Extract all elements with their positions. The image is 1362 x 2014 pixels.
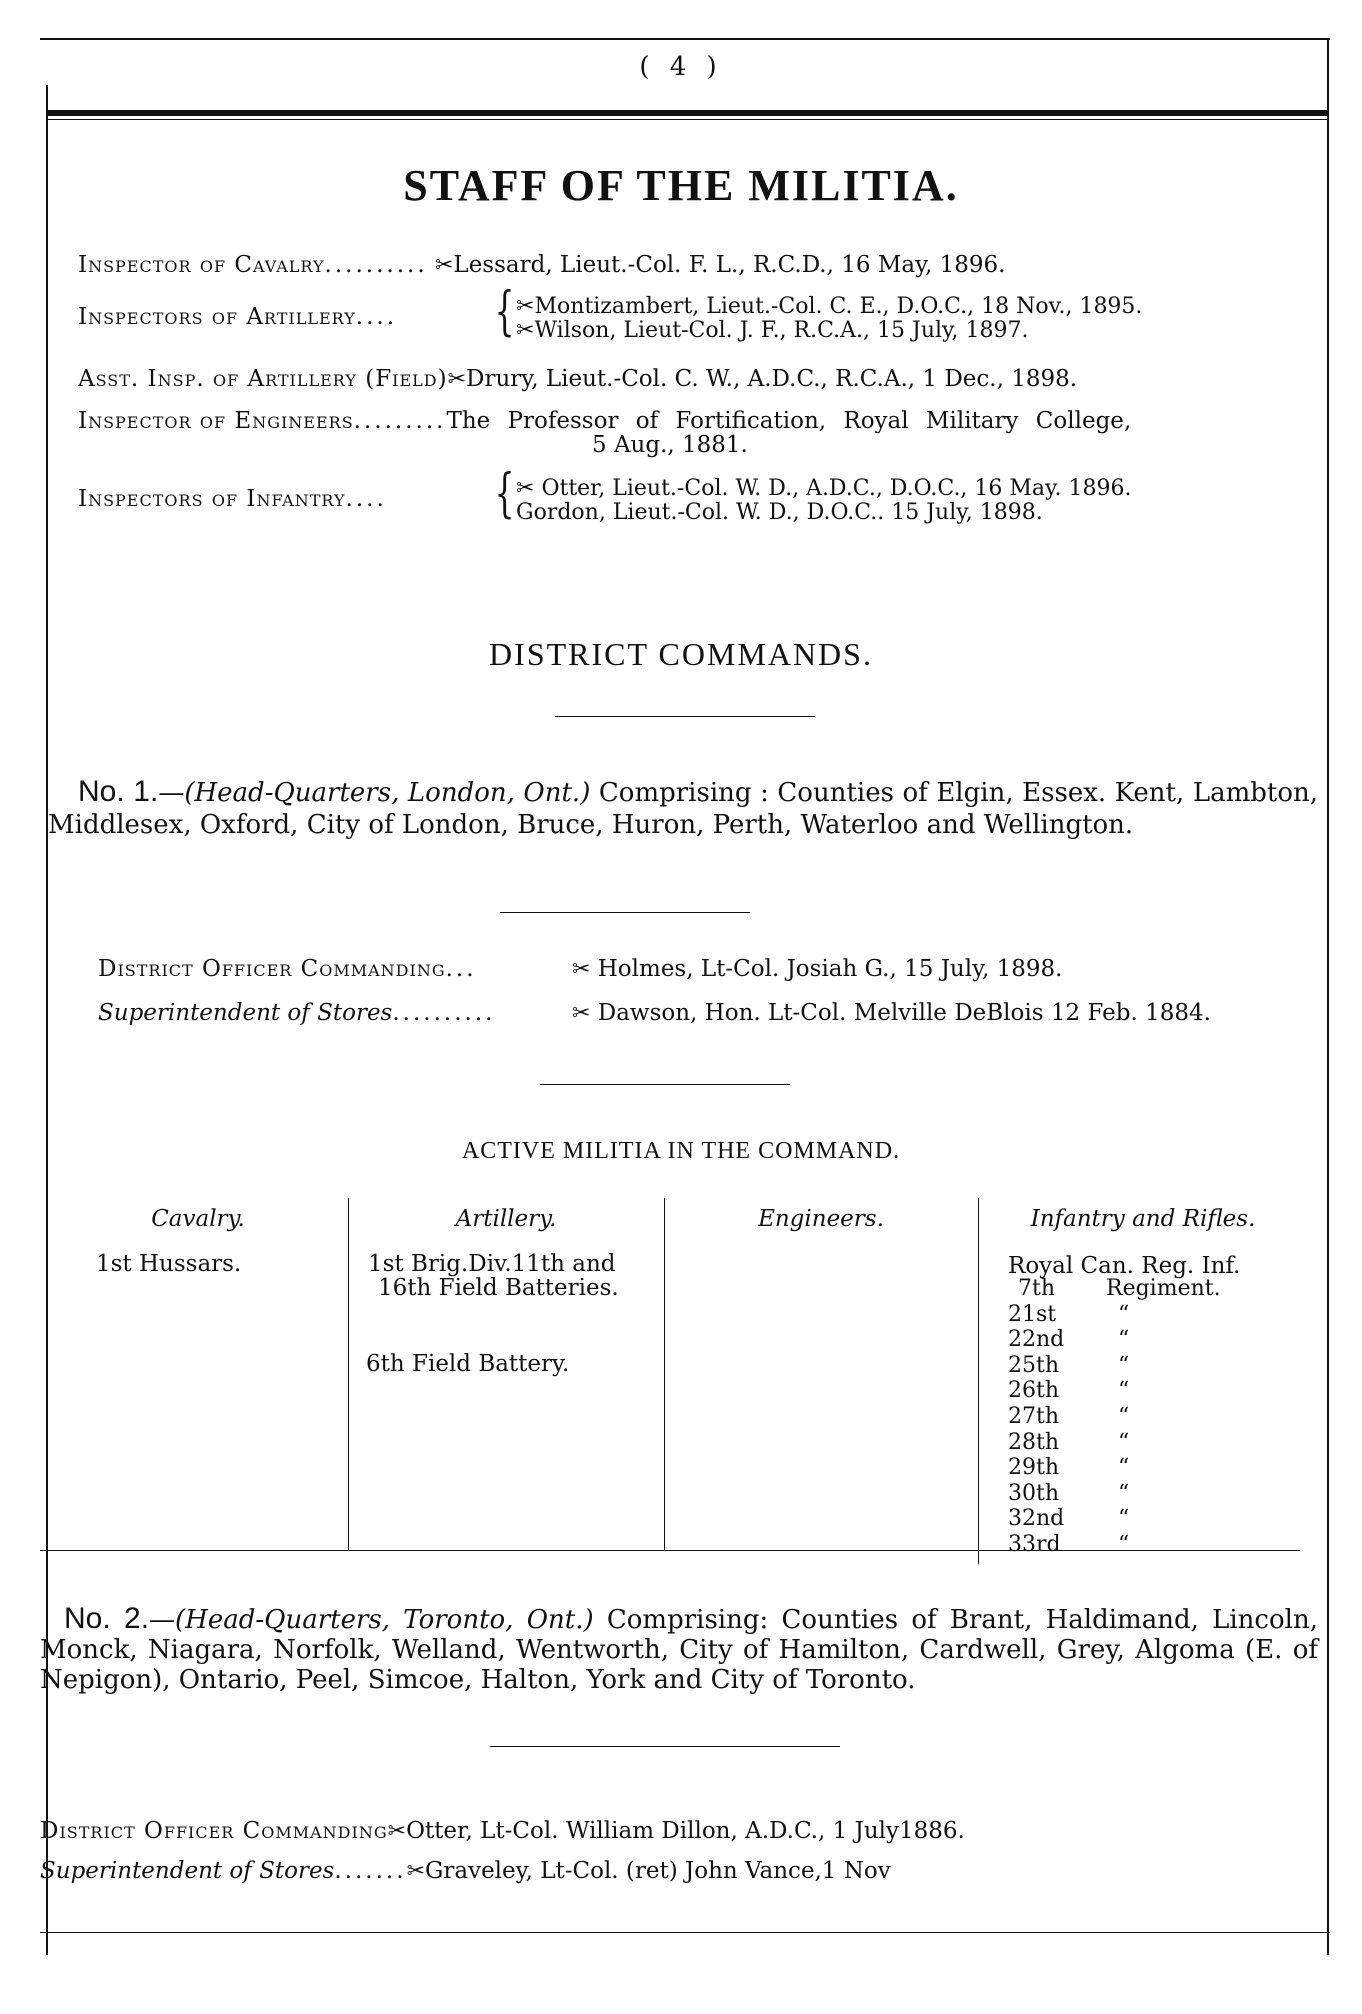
list-item: 26th “ [1008, 1378, 1130, 1404]
list-item: 27th “ [1008, 1403, 1130, 1429]
bottom-rule [40, 1932, 1330, 1933]
brace-icon: { [494, 464, 515, 524]
artillery-unit: 16th Field Batteries. [378, 1275, 619, 1301]
office-label: Inspector of Cavalry [78, 252, 325, 278]
divider [500, 912, 750, 913]
divider [490, 1746, 840, 1747]
doc-label: District Officer Commanding [98, 956, 446, 982]
divider [555, 716, 815, 717]
district-1-description [48, 776, 1318, 841]
brace-icon: { [494, 282, 515, 342]
office-label: Inspectors of Infantry [78, 486, 346, 512]
infantry-header: Royal Can. Reg. Inf. [1008, 1253, 1241, 1279]
officer-entry: ✂Wilson, Lieut-Col. J. F., R.C.A., 15 July, 1897. [516, 318, 1029, 343]
staff-row-engineers: Inspector of Engineers.........The Professor of Fortification, Royal Military College, [78, 408, 1132, 434]
staff-row-cavalry: Inspector of Cavalry.......... ✂Lessard, Lieut.-Col. F. L., R.C.D., 16 May, 1896. [78, 252, 1006, 278]
office-label: Asst. Insp. of Artillery (Field) [78, 366, 448, 392]
page-title: STAFF OF THE MILITIA. [403, 161, 959, 210]
active-militia-heading: ACTIVE MILITIA IN THE COMMAND. [461, 1138, 901, 1164]
divider [540, 1084, 790, 1085]
top-rule [40, 38, 1330, 40]
list-item: 28th “ [1008, 1429, 1130, 1455]
scissors-icon: ✂ [572, 1001, 591, 1026]
staff-row-asst-artillery [78, 366, 1077, 392]
district-hq: —(Head-Quarters, London, Ont.) [158, 778, 591, 808]
table-col-divider [978, 1198, 979, 1564]
list-item: 21st “ [1008, 1301, 1130, 1327]
district-2-description [40, 1604, 1318, 1695]
district-1-doc: District Officer Commanding... [98, 956, 477, 982]
district-1-doc-value: ✂ Holmes, Lt-Col. Josiah G., 15 July, 1898. [572, 956, 1063, 982]
district-number: No. 1. [78, 775, 159, 808]
scissors-icon: ✂ [434, 253, 454, 278]
district-number: No. 2. [64, 1602, 150, 1635]
column-header-engineers: Engineers. [758, 1206, 884, 1232]
doc-value: Otter, Lt-Col. William Dillon, A.D.C., 1 July1886. [406, 1818, 965, 1844]
column-header-infantry: Infantry and Rifles. [1030, 1206, 1256, 1232]
list-item: 32nd “ [1008, 1506, 1130, 1532]
district-commands-heading: DISTRICT COMMANDS. [489, 636, 873, 672]
district-counties: Comprising : Counties of Elgin, Essex. Kent, Lambton, Middlesex, Oxford, City of London, Bruce, Huron, Perth, Waterloo and Wellington. [48, 778, 1318, 840]
list-item: 7th Regiment. [1018, 1276, 1221, 1301]
district-2-sos: Superintendent of Stores.......✂Graveley, Lt-Col. (ret) John Vance,1 Nov [40, 1858, 891, 1884]
district-hq: —(Head-Quarters, Toronto, Ont.) [149, 1605, 594, 1635]
officer-entry: Drury, Lieut.-Col. C. W., A.D.C., R.C.A., 1 Dec., 1898. [466, 366, 1078, 392]
scissors-icon: ✂ [572, 957, 591, 982]
district-counties: Comprising: Counties of Brant, Haldimand, Lincoln, Monck, Niagara, Norfolk, Welland, Wentworth, City of Hamilton, Cardwell, Grey, Algoma (E. of Nepigon), Ontario, Peel, Simcoe, Halton, York and City of Toronto. [40, 1605, 1318, 1695]
scissors-icon: ✂ [447, 367, 467, 392]
officer-entry: Gordon, Lieut.-Col. W. D., D.O.C.. 15 July, 1898. [516, 500, 1043, 525]
sos-value: Graveley, Lt-Col. (ret) John Vance,1 Nov [425, 1858, 891, 1884]
sos-label: Superintendent of Stores [40, 1858, 335, 1884]
scissors-icon: ✂ [387, 1819, 407, 1844]
header-thick-rule [48, 110, 1328, 116]
district-2-doc [40, 1818, 965, 1844]
office-label: Inspectors of Artillery [78, 304, 356, 330]
officer-entry-date: 5 Aug., 1881. [592, 432, 748, 458]
office-label: Inspector of Engineers [78, 408, 354, 434]
officer-entry: ✂ Otter, Lieut.-Col. W. D., A.D.C., D.O.C., 16 May. 1896. [516, 476, 1132, 501]
staff-row-artillery: Inspectors of Artillery.... [78, 304, 398, 330]
list-item: 29th “ [1008, 1455, 1130, 1481]
scissors-icon: ✂ [406, 1859, 425, 1884]
officer-entry: Lessard, Lieut.-Col. F. L., R.C.D., 16 May, 1896. [453, 252, 1006, 278]
scissors-icon: ✂ [516, 476, 535, 501]
column-header-artillery: Artillery. [455, 1206, 557, 1232]
column-header-cavalry: Cavalry. [151, 1206, 245, 1232]
scissors-icon: ✂ [516, 294, 535, 319]
table-col-divider [664, 1198, 665, 1550]
right-frame [1327, 40, 1329, 1955]
sos-label: Superintendent of Stores [98, 1000, 393, 1026]
list-item: 22nd “ [1008, 1327, 1130, 1353]
page-number: ( 4 ) [639, 52, 723, 82]
scissors-icon: ✂ [516, 318, 535, 343]
header-thin-rule [48, 119, 1328, 120]
list-item: 25th “ [1008, 1352, 1130, 1378]
table-col-divider [348, 1198, 349, 1550]
list-item: 30th “ [1008, 1480, 1130, 1506]
artillery-unit: 6th Field Battery. [366, 1351, 570, 1377]
staff-row-infantry: Inspectors of Infantry.... [78, 486, 387, 512]
infantry-list [1008, 1276, 1221, 1558]
artillery-unit: 1st Brig.Div.11th and [368, 1251, 616, 1277]
officer-entry: The Professor of Fortification, Royal Military College, [446, 408, 1132, 434]
cavalry-unit: 1st Hussars. [96, 1251, 242, 1277]
district-1-sos-value: ✂ Dawson, Hon. Lt-Col. Melville DeBlois 12 Feb. 1884. [572, 1000, 1211, 1026]
officer-entry: ✂Montizambert, Lieut.-Col. C. E., D.O.C., 18 Nov., 1895. [516, 294, 1143, 319]
list-item: 33rd “ [1008, 1531, 1130, 1557]
district-1-sos: Superintendent of Stores.......... [98, 1000, 496, 1026]
doc-label: District Officer Commanding [40, 1818, 388, 1844]
